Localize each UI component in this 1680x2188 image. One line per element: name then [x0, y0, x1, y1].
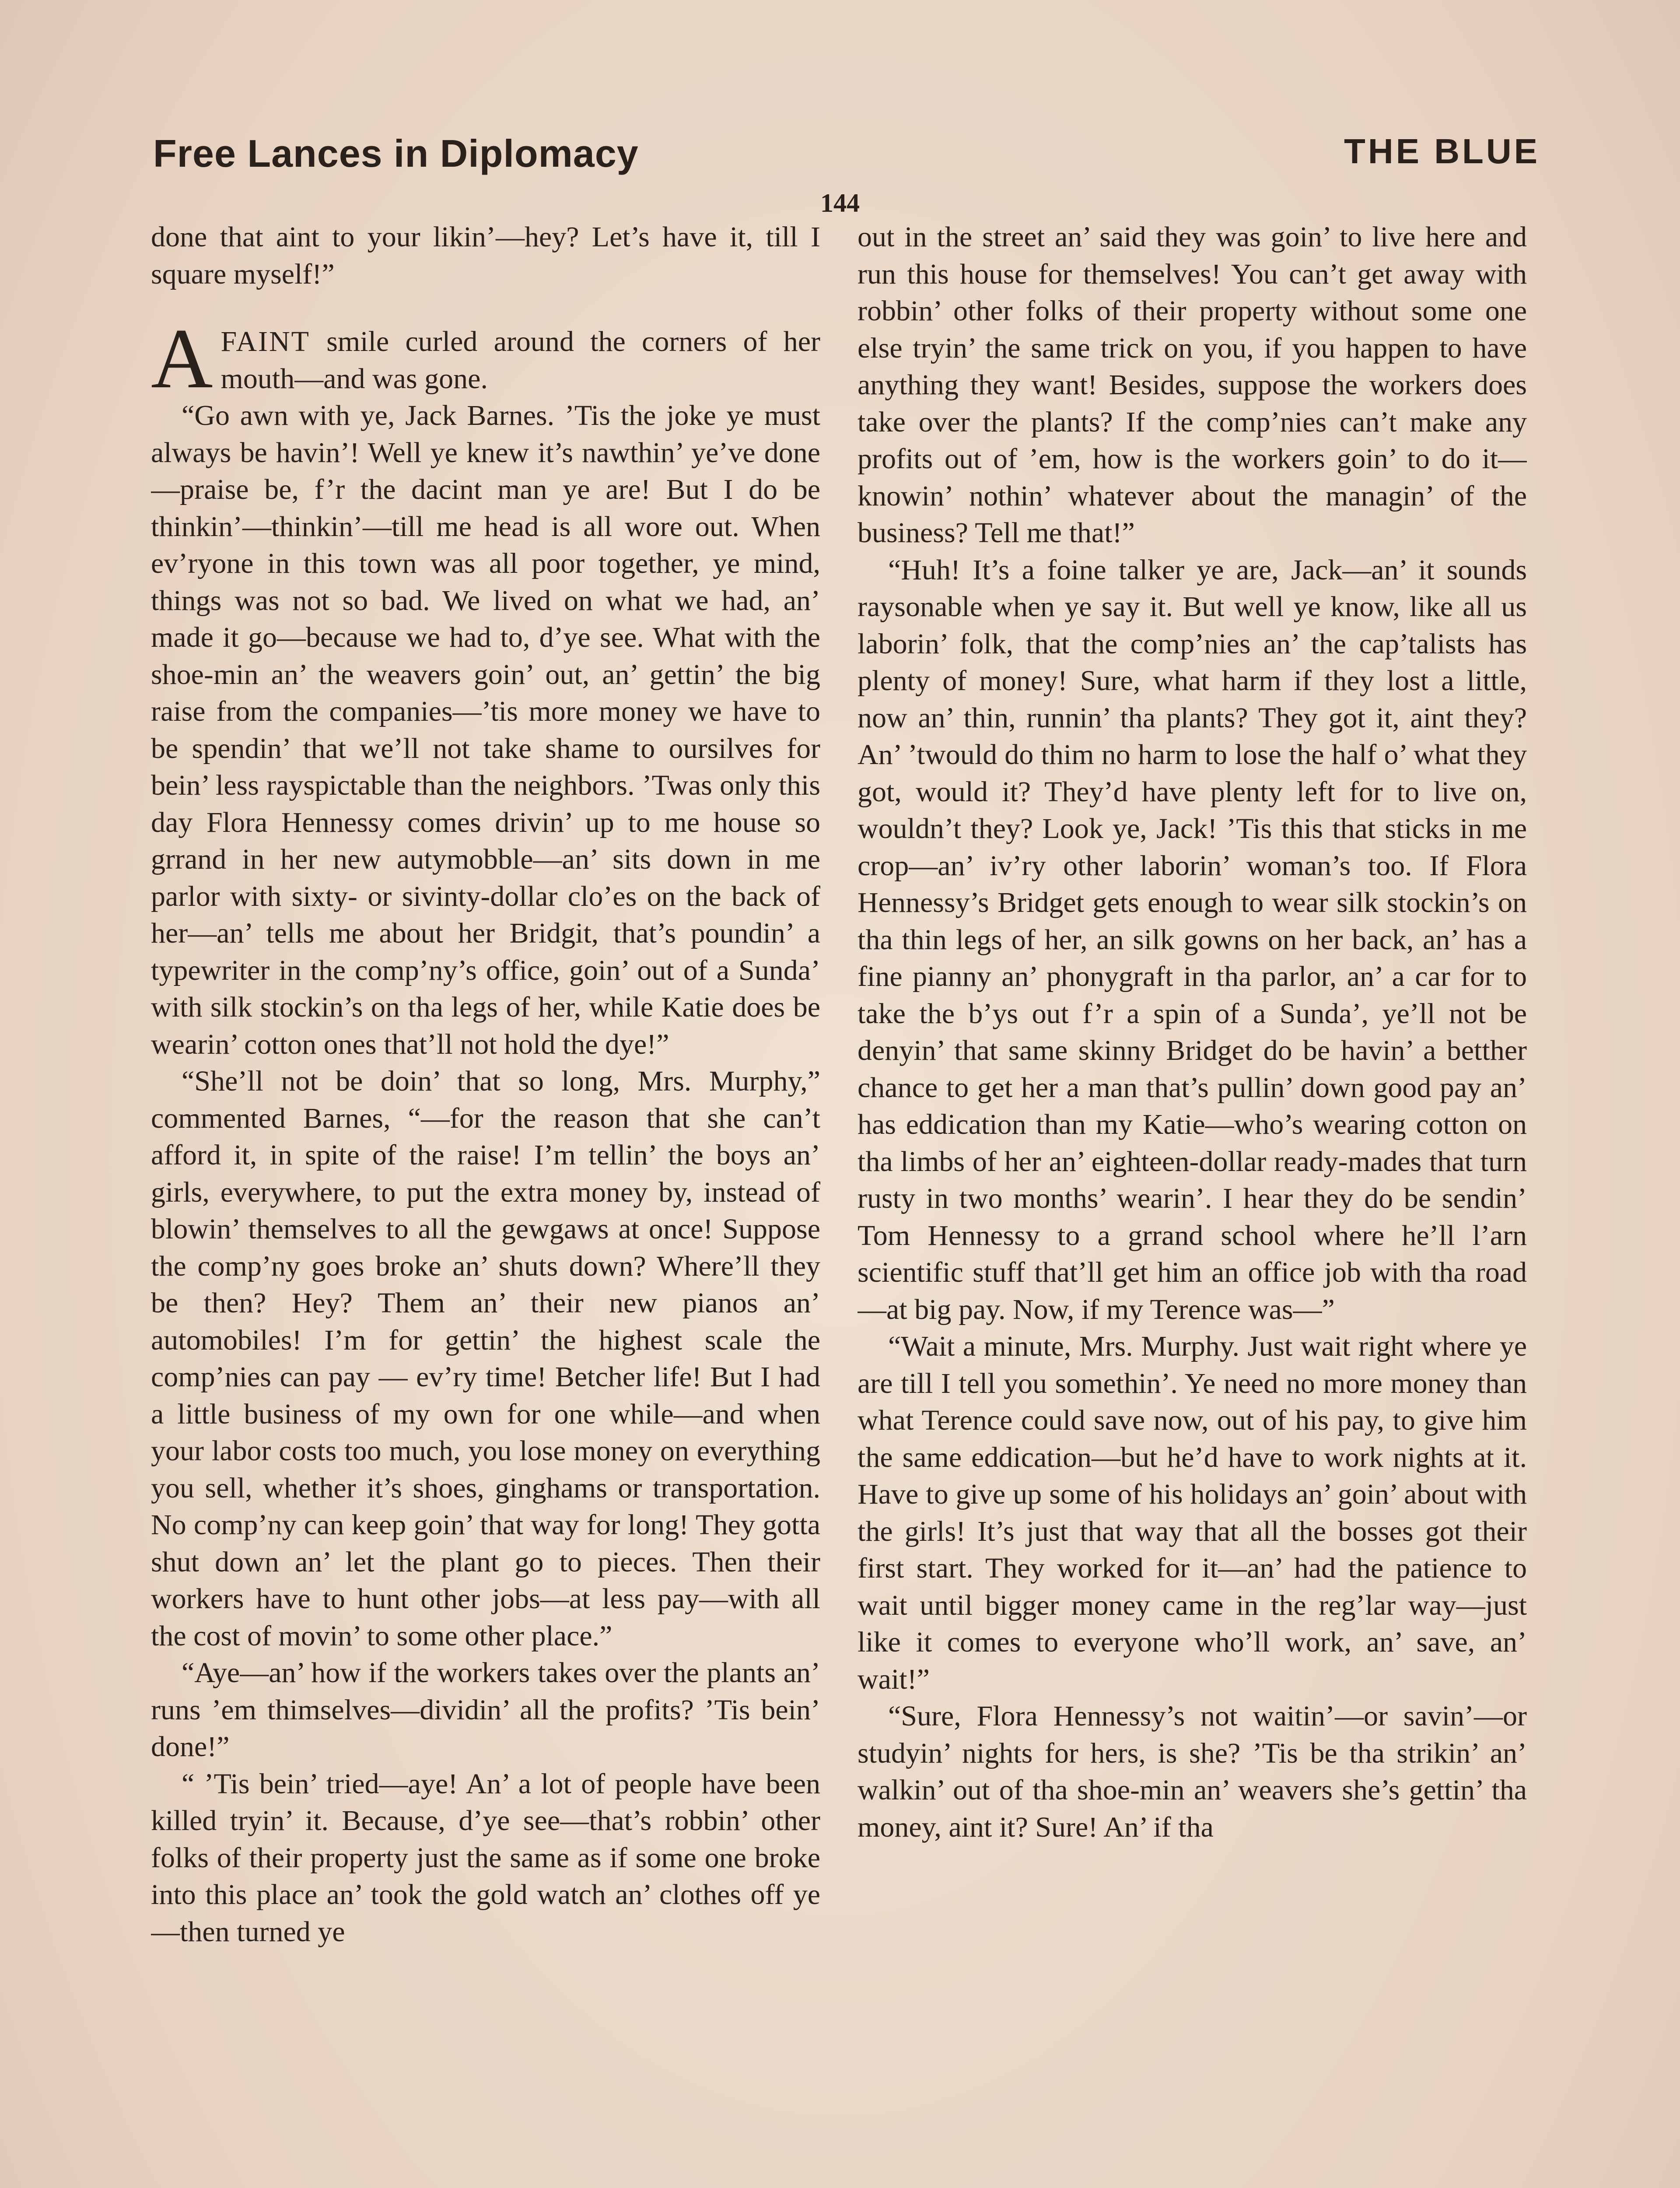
- section-break: [151, 293, 820, 323]
- paragraph: “ ’Tis bein’ tried—aye! An’ a lot of people have been killed tryin’ it. Because, d’ye see—that’s robbin’ other folks of their property just the same as if some one broke into this place an’ took the gold watch an’ clothes off ye—then turned ye: [151, 1767, 820, 1948]
- smallcaps-lead: FAINT: [220, 326, 310, 358]
- paragraph: “Huh! It’s a foine talker ye are, Jack—an’ it sounds raysonable when ye say it. But well ye know, like all us laborin’ folk, that the comp’nies an’ the cap’talists has plenty of money! Sure, what harm if they lost a little, now an’ thin, runnin’ tha plants? They got it, aint they? An’ ’twould do thim no harm to lose the half o’ what they got, would it? They’d have plenty left for to live on, wouldn’t they? Look ye, Jack! ’Tis this that sticks in me crop—an’ iv’ry other laborin’ woman’s too. If Flora Hennessy’s Bridget gets enough to wear silk stockin’s on tha thin legs of her, an silk gowns on her back, an’ has a fine pianny an’ phonygraft in tha parlor, an’ a car for to take the b’ys out f’r a spin of a Sunda’, ye’ll not be denyin’ that same skinny Bridget do be havin’ a betther chance to get her a man that’s pullin’ down good pay an’ has eddication than my Katie—who’s wearing cotton on tha limbs of her an’ eighteen-dollar ready-mades that turn rusty in two months’ wearin’. I hear they do be sendin’ Tom Hennessy to a grrand school where he’ll l’arn scientific stuff that’ll get him an office job with tha road—at big pay. Now, if my Terence was—”: [858, 554, 1527, 1325]
- paragraph: “Sure, Flora Hennessy’s not waitin’—or savin’—or studyin’ nights for hers, is she? ’Tis be tha strikin’ an’ walkin’ out of tha shoe-min an’ weavers she’s gettin’ tha money, aint it? Sure! An’ if tha: [858, 1700, 1527, 1843]
- left-column: [151, 219, 820, 2188]
- page-number: 144: [820, 189, 860, 217]
- running-head: [153, 131, 1540, 184]
- paragraph: “Go awn with ye, Jack Barnes. ’Tis the joke ye must always be havin’! Well ye knew it’s nawthin’ ye’ve done—praise be, f’r the dacint man ye are! But I do be thinkin’—thinkin’—till me head is all wore out. When ev’ryone in this town was all poor together, ye mind, things was not so bad. We lived on what we had, an’ made it go—because we had to, d’ye see. What with the shoe-min an’ the weavers goin’ out, an’ gettin’ the big raise from the companies—’tis more money we have to be spendin’ that we’ll not take shame to oursilves for bein’ less rayspictable than the neighbors. ’Twas only this day Flora Hennessy comes drivin’ up to me house so grrand in her new autymobble—an’ sits down in me parlor with sixty- or sivinty-dollar clo’es on the back of her—an’ tells me about her Bridgit, that’s poundin’ a typewriter in the comp’ny’s office, goin’ out of a Sunda’ with silk stockin’s on tha legs of her, while Katie does be wearin’ cotton ones that’ll not hold the dye!”: [151, 400, 820, 1060]
- story-title: Free Lances in Diplomacy: [153, 132, 639, 175]
- paragraph: out in the street an’ said they was goin’ to live here and run this house for themselves! You can’t get away with robbin’ other folks of their property without some one else tryin’ the same trick on you, if you happen to have anything they want! Besides, suppose the workers does take over the plants? If the comp’nies can’t make any profits out of ’em, how is the workers goin’ to do it—knowin’ nothin’ whatever about the managin’ of the business? Tell me that!”: [858, 221, 1527, 549]
- paragraph: “Wait a minute, Mrs. Murphy. Just wait right where ye are till I tell you somethin’. Ye need no more money than what Terence could save now, out of his pay, to give him the same eddication—but he’d have to work nights at it. Have to give up some of his holidays an’ goin’ about with the girls! It’s just that way that all the bosses got their first start. They worked for it—an’ had the patience to wait until bigger money came in the reg’lar way—just like it comes to everyone who’ll work, an’ save, an’ wait!”: [858, 1330, 1527, 1695]
- paragraph: “Aye—an’ how if the workers takes over the plants an’ runs ’em thimselves—dividin’ all the profits? ’Tis bein’ done!”: [151, 1657, 820, 1763]
- drop-cap: A: [151, 311, 213, 406]
- magazine-title: THE BLUE: [1344, 132, 1540, 171]
- paragraph-dropcap: [151, 311, 820, 406]
- paragraph: “She’ll not be doin’ that so long, Mrs. Murphy,” commented Barnes, “—for the reason that she can’t afford it, in spite of the raise! I’m tellin’ the boys an’ girls, everywhere, to put the extra money by, instead of blowin’ themselves to all the gewgaws at once! Suppose the comp’ny goes broke an’ shuts down? Where’ll they be then? Hey? Them an’ their new pianos an’ automobiles! I’m for gettin’ the highest scale the comp’nies can pay — ev’ry time! Betcher life! But I had a little business of my own for one while—and when your labor costs too much, you lose money on everything you sell, whether it’s shoes, ginghams or transportation. No comp’ny can keep goin’ that way for long! They gotta shut down an’ let the plant go to pieces. Then their workers have to hunt other jobs—at less pay—with all the cost of movin’ to some other place.”: [151, 1065, 820, 1652]
- paragraph-text: smile curled around the corners of her mouth—and was gone.: [220, 326, 820, 395]
- paragraph: done that aint to your likin’—hey? Let’s have it, till I square myself!”: [151, 221, 820, 290]
- right-column: [858, 219, 1527, 2188]
